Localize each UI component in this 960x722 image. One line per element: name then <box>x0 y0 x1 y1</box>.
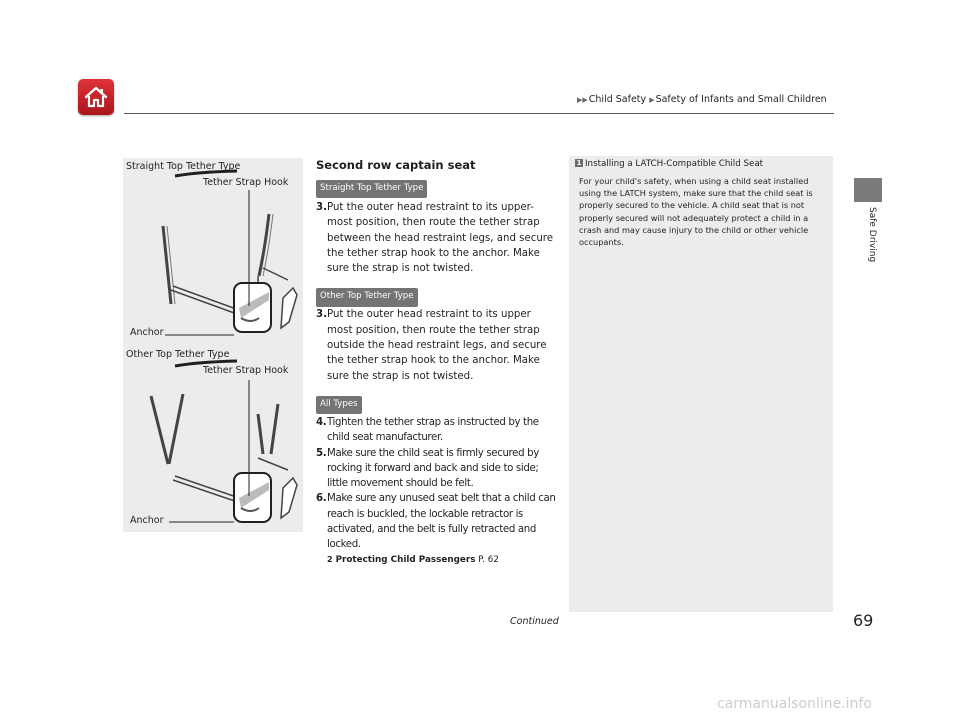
reference-arrow-icon: 2 <box>327 554 333 564</box>
step-item: 3. Put the outer head restraint to its upper-most position, then route the tether strap between the head restraint legs, and secure the tether strap hook to the anchor. Make sure the strap is not twisted. <box>316 202 554 275</box>
home-button[interactable] <box>78 79 114 115</box>
type-tag-all: All Types <box>316 396 362 414</box>
header-divider <box>124 113 834 114</box>
note-marker-icon: 1 <box>576 159 582 167</box>
type-tag-other: Other Top Tether Type <box>316 288 418 306</box>
cross-reference-link[interactable]: 2 Protecting Child Passengers P. 62 <box>316 552 556 568</box>
step-item: 6. Make sure any unused seat belt that a child can reach is buckled, the lockable retractor is activated, and the belt is fully retracted and locked. <box>316 493 556 551</box>
tether-hook-label: Tether Strap Hook <box>203 177 289 188</box>
instruction-steps <box>316 176 556 568</box>
step-item: 4. Tighten the tether strap as instructed by the child seat manufacturer. <box>316 416 539 444</box>
page-number: 69 <box>853 611 874 630</box>
tether-hook-label: Tether Strap Hook <box>203 365 289 376</box>
step-item: 5. Make sure the child seat is firmly secured by rocking it forward and back and side to side; little movement should be felt. <box>316 447 539 490</box>
anchor-label: Anchor <box>130 327 164 338</box>
step-item: 3. Put the outer head restraint to its upper most position, then route the tether strap outside the head restraint legs, and secure the tether strap hook to the anchor. Make sure the strap is not twisted. <box>316 309 547 382</box>
note-panel <box>569 156 833 612</box>
tether-illustration <box>123 158 303 532</box>
anchor-label: Anchor <box>130 515 164 526</box>
breadcrumb-item[interactable]: Safety of Infants and Small Children <box>655 94 827 105</box>
breadcrumb-arrow-icon: ▶ <box>649 96 655 104</box>
breadcrumb <box>577 94 827 105</box>
note-body: For your child's safety, when using a child seat installed using the LATCH system, make sure that the child seat is properly secured to the vehicle. A child seat that is not properly secured will not adequately protect a child in a crash and may cause injury to the child or other vehicle occupants. <box>579 176 813 248</box>
type-tag-straight: Straight Top Tether Type <box>316 180 427 198</box>
note-title: 1 Installing a LATCH-Compatible Child Seat <box>576 159 764 169</box>
breadcrumb-arrow-icon: ▶▶ <box>577 96 588 104</box>
watermark: carmanualsonline.info <box>717 696 872 712</box>
continued-label: Continued <box>510 616 559 627</box>
home-icon <box>83 84 109 110</box>
figure-title-straight: Straight Top Tether Type <box>126 161 241 172</box>
figure-title-other: Other Top Tether Type <box>126 349 230 360</box>
side-tab-marker[interactable] <box>854 178 882 202</box>
breadcrumb-item[interactable]: Child Safety <box>588 94 647 105</box>
section-title: Second row captain seat <box>316 158 476 172</box>
side-tab-label: Safe Driving <box>867 207 877 263</box>
